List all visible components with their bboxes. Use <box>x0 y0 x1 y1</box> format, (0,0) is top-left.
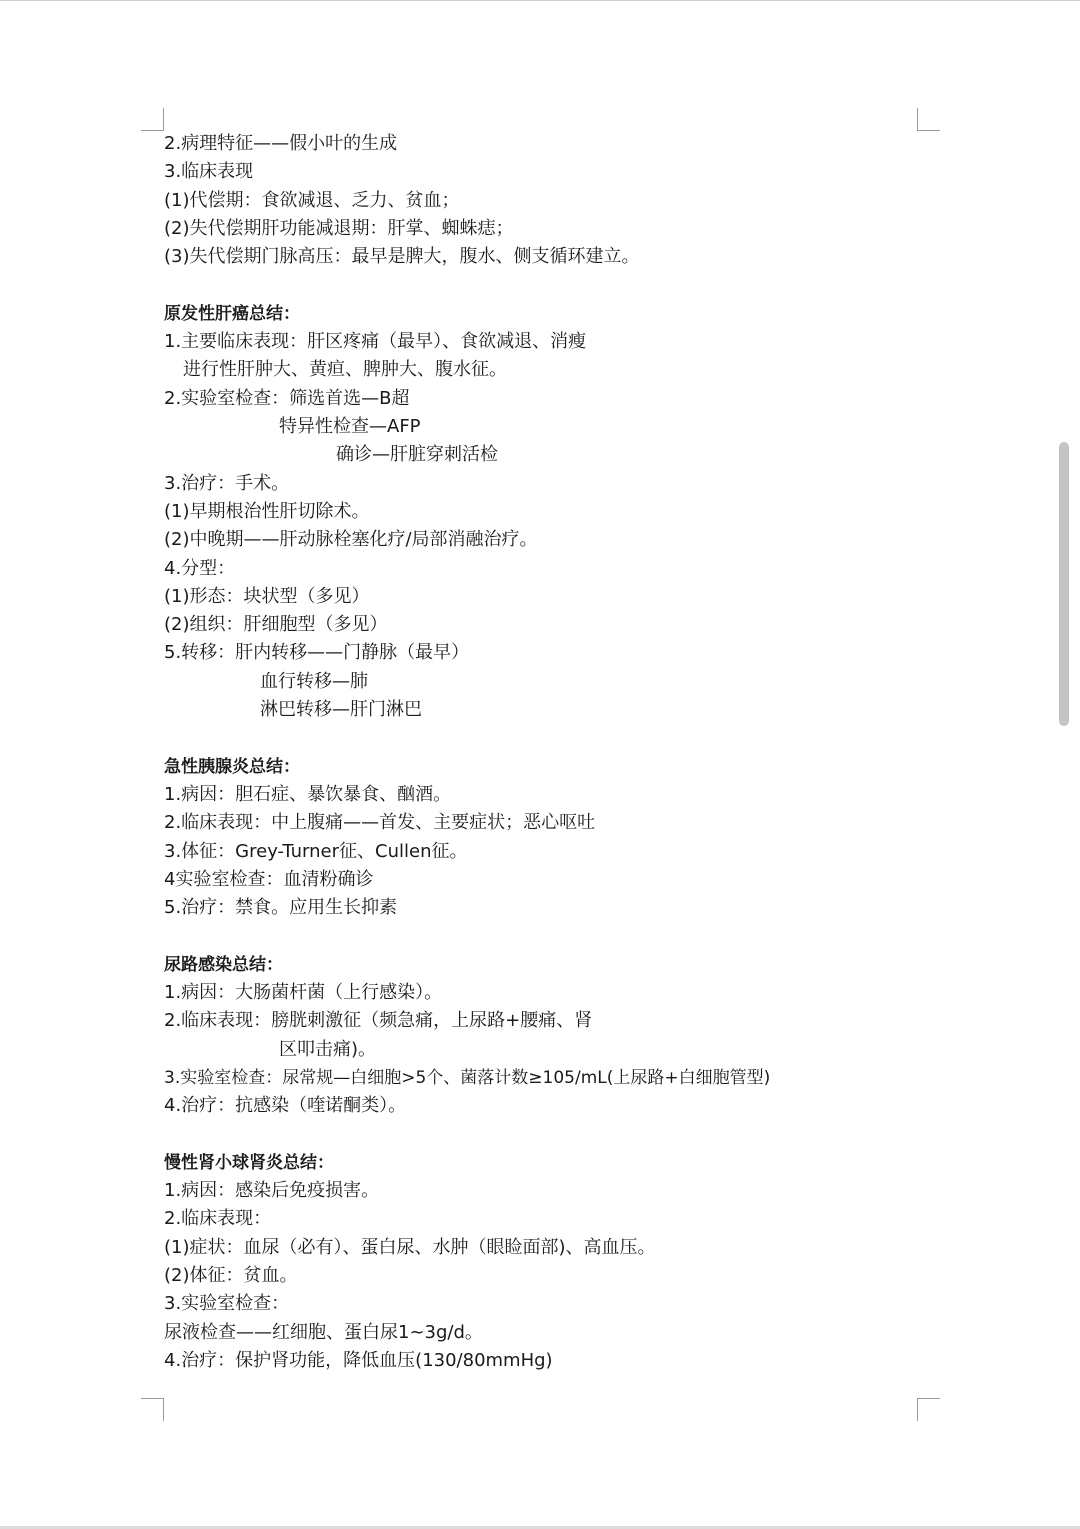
text-line: 4.治疗：保护肾功能，降低血压(130/80mmHg) <box>164 1350 553 1371</box>
text-line: 特异性检查—AFP <box>279 416 421 437</box>
section-heading: 慢性肾小球肾炎总结： <box>164 1153 334 1173</box>
section-heading: 急性胰腺炎总结： <box>164 757 300 777</box>
text-line: 3.体征：Grey-Turner征、Cullen征。 <box>164 841 468 862</box>
text-line: (1)早期根治性肝切除术。 <box>164 501 370 522</box>
text-line: 1.主要临床表现：肝区疼痛（最早）、食欲减退、消瘦 <box>164 331 587 352</box>
text-line: (2)中晚期——肝动脉栓塞化疗/局部消融治疗。 <box>164 529 538 550</box>
section-heading: 尿路感染总结： <box>164 955 283 975</box>
text-line: 5.治疗：禁食。应用生长抑素 <box>164 897 398 918</box>
text-line: 淋巴转移—肝门淋巴 <box>260 699 422 720</box>
text-line: (3)失代偿期门脉高压：最早是脾大，腹水、侧支循环建立。 <box>164 246 640 267</box>
text-line: 4.治疗：抗感染（喹诺酮类）。 <box>164 1095 407 1116</box>
text-line: 尿液检查——红细胞、蛋白尿1~3g/d。 <box>164 1322 483 1343</box>
text-line: (1)代偿期：食欲减退、乏力、贫血； <box>164 190 460 211</box>
text-line: 血行转移—肺 <box>260 671 368 692</box>
text-line: (2)体征：贫血。 <box>164 1265 298 1286</box>
text-line: (2)组织：肝细胞型（多见） <box>164 614 388 635</box>
text-line: 3.实验室检查：尿常规—白细胞>5个、菌落计数≥105/mL(上尿路+白细胞管型) <box>164 1068 771 1088</box>
text-line: (1)形态：块状型（多见） <box>164 586 370 607</box>
text-line: 1.病因：胆石症、暴饮暴食、酗酒。 <box>164 784 452 805</box>
text-line: 3.实验室检查： <box>164 1293 290 1314</box>
text-line: 2.临床表现： <box>164 1208 272 1229</box>
text-line: 5.转移：肝内转移——门静脉（最早） <box>164 642 470 663</box>
text-line: 1.病因：感染后免疫损害。 <box>164 1180 380 1201</box>
text-line: 进行性肝肿大、黄疸、脾肿大、腹水征。 <box>183 359 507 380</box>
text-line: 3.治疗：手术。 <box>164 473 290 494</box>
text-line: 2.临床表现：中上腹痛——首发、主要症状；恶心呕吐 <box>164 812 596 833</box>
section-heading: 原发性肝癌总结： <box>164 304 300 324</box>
text-line: 3.临床表现 <box>164 161 254 182</box>
text-line: 2.病理特征——假小叶的生成 <box>164 133 398 154</box>
text-line: 1.病因：大肠菌杆菌（上行感染）。 <box>164 982 443 1003</box>
text-line: (1)症状：血尿（必有）、蛋白尿、水肿（眼睑面部)、高血压。 <box>164 1237 656 1258</box>
text-line: 区叩击痛)。 <box>279 1039 377 1060</box>
text-line: 确诊—肝脏穿刺活检 <box>336 444 498 465</box>
text-line: 4实验室检查：血清粉确诊 <box>164 869 374 890</box>
text-line: 2.实验室检查：筛选首选—B超 <box>164 388 410 409</box>
text-line: (2)失代偿期肝功能减退期：肝掌、蜘蛛痣； <box>164 218 514 239</box>
vertical-scrollbar-thumb[interactable] <box>1059 442 1069 726</box>
text-line: 4.分型： <box>164 558 236 579</box>
text-line: 2.临床表现：膀胱刺激征（频急痛，上尿路+腰痛、肾 <box>164 1010 593 1031</box>
